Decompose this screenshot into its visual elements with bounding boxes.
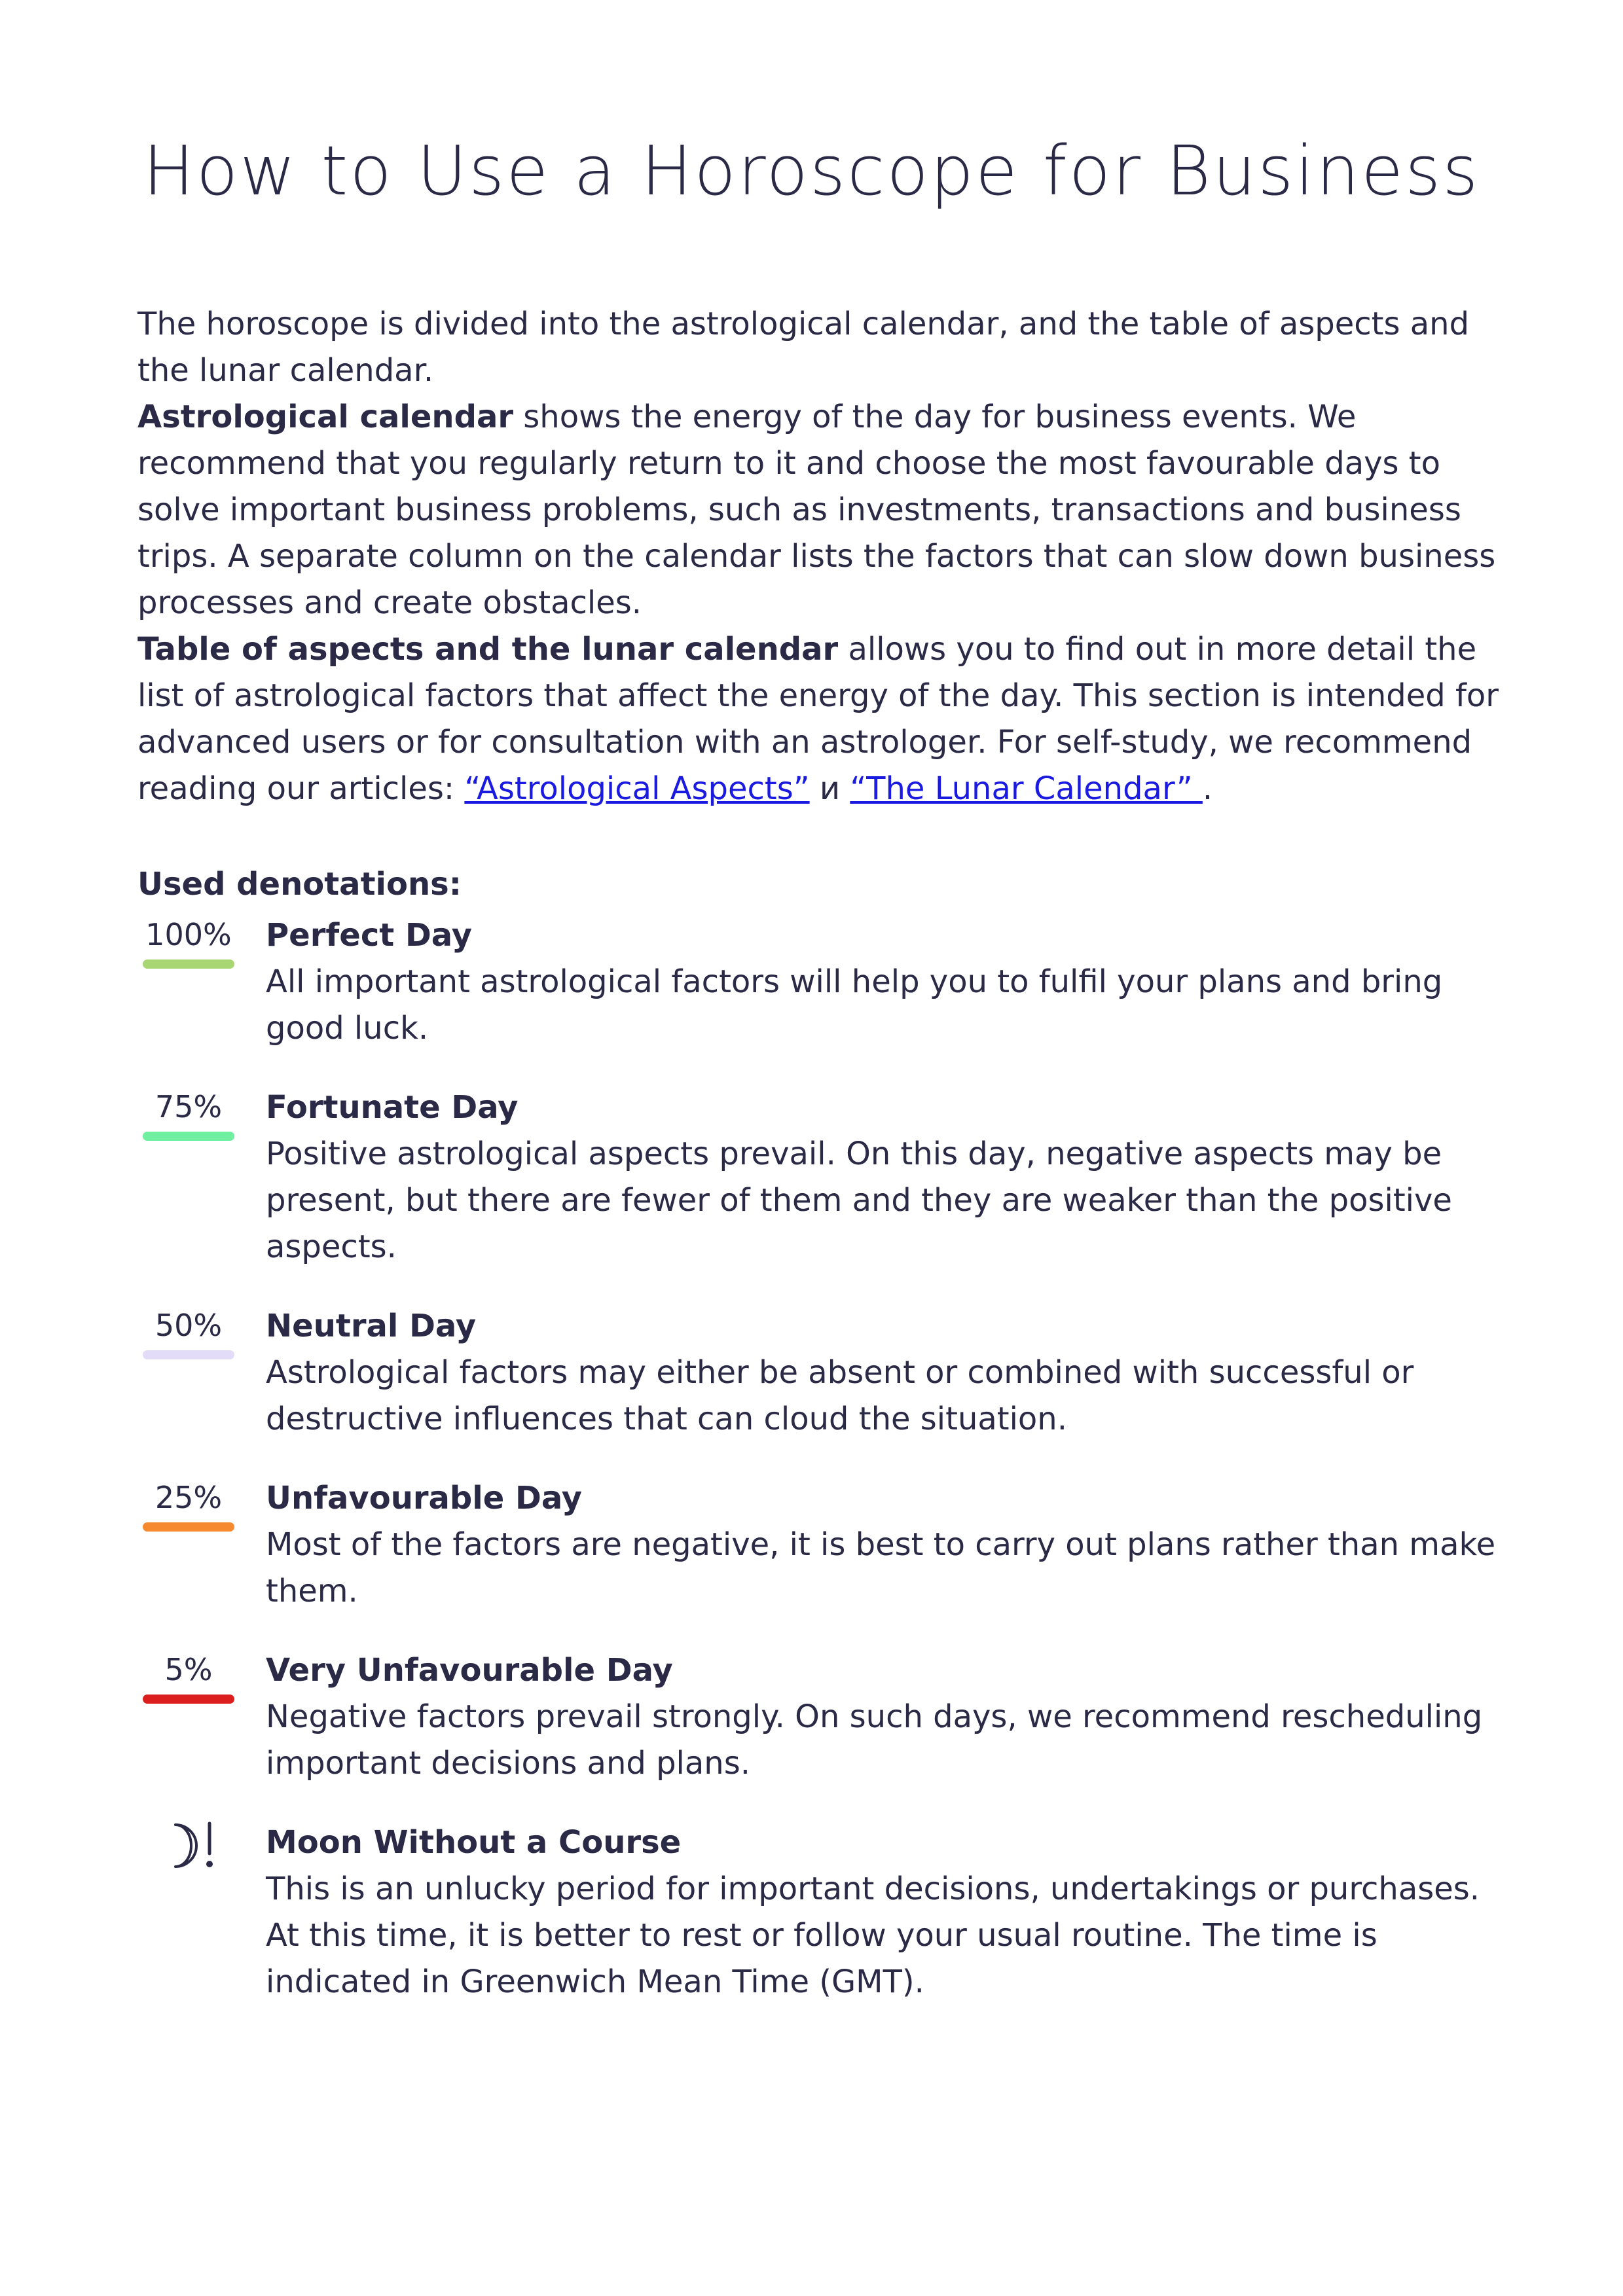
level-bar: [143, 1695, 234, 1704]
legend-item-title: Very Unfavourable Day: [266, 1652, 673, 1689]
percent-marker: [137, 1475, 266, 1615]
percent-marker: [137, 1085, 266, 1270]
aspects-table-term: Table of aspects and the lunar calendar: [137, 631, 839, 668]
legend-item-title: Unfavourable Day: [266, 1480, 583, 1516]
legend-item-neutral-day: [137, 1303, 1499, 1443]
percent-label: 75%: [155, 1089, 223, 1124]
percent-marker: [137, 1647, 266, 1787]
page-title: How to Use a Horoscope for Business: [143, 131, 1480, 211]
moon-marker: [137, 1820, 266, 2005]
percent-label: 25%: [155, 1480, 223, 1515]
intro-section: [137, 301, 1499, 812]
legend-item-unfavourable-day: [137, 1475, 1499, 1615]
denotations-list: [137, 912, 1499, 2038]
legend-item-text: Astrological factors may either be absent or combined with successful or destructive influences that can cloud the situation.: [266, 1354, 1414, 1437]
percent-marker: [137, 1303, 266, 1443]
astrological-aspects-link[interactable]: “Astrological Aspects”: [464, 770, 810, 807]
legend-item-text: Negative factors prevail strongly. On such days, we recommend rescheduling important decisions and plans.: [266, 1698, 1483, 1782]
percent-label: 50%: [155, 1308, 223, 1343]
aspects-table-paragraph: [137, 626, 1499, 812]
percent-marker: [137, 912, 266, 1052]
link-connector: и: [809, 770, 850, 807]
legend-item-perfect-day: [137, 912, 1499, 1052]
astrological-calendar-term: Astrological calendar: [137, 399, 514, 435]
percent-label: 100%: [145, 917, 232, 952]
legend-item-text: Positive astrological aspects prevail. On this day, negative aspects may be present, but there are fewer of them and they are weaker than the positive aspects.: [266, 1136, 1452, 1265]
denotations-heading: Used denotations:: [137, 866, 462, 903]
level-bar: [143, 1132, 234, 1141]
legend-item-text: All important astrological factors will help you to fulfil your plans and bring good luck.: [266, 963, 1443, 1047]
percent-label: 5%: [164, 1652, 213, 1687]
level-bar: [143, 960, 234, 969]
lunar-calendar-link[interactable]: “The Lunar Calendar”: [850, 770, 1203, 807]
sentence-end: .: [1202, 770, 1213, 807]
level-bar: [143, 1350, 234, 1359]
legend-item-title: Perfect Day: [266, 917, 472, 954]
aspects-table-description: allows you to find out in more detail the list of astrological factors that affect the energy of the day. This section is intended for advanced users or for consultation with an astrologer. For self-study, we recommend reading our articles:: [137, 631, 1499, 807]
legend-item-moon-without-course: [137, 1820, 1499, 2005]
astrological-calendar-description: shows the energy of the day for business events. We recommend that you regularly return to it and choose the most favourable days to solve important business problems, such as investments, transactions and business trips. A separate column on the calendar lists the factors that can slow down business processes and create obstacles.: [137, 399, 1496, 621]
level-bar: [143, 1522, 234, 1532]
legend-item-title: Moon Without a Course: [266, 1824, 682, 1861]
legend-item-title: Fortunate Day: [266, 1089, 519, 1126]
moon-exclamation-icon: [156, 1820, 228, 1872]
legend-item-title: Neutral Day: [266, 1308, 477, 1344]
astrological-calendar-paragraph: [137, 394, 1499, 626]
legend-item-fortunate-day: [137, 1085, 1499, 1270]
legend-item-text: Most of the factors are negative, it is best to carry out plans rather than make them.: [266, 1526, 1496, 1609]
intro-paragraph: The horoscope is divided into the astrological calendar, and the table of aspects and the lunar calendar.: [137, 306, 1470, 389]
legend-item-very-unfavourable-day: [137, 1647, 1499, 1787]
legend-item-text: This is an unlucky period for important decisions, undertakings or purchases. At this time, it is better to rest or follow your usual routine. The time is indicated in Greenwich Mean Time (GMT).: [266, 1871, 1480, 2000]
